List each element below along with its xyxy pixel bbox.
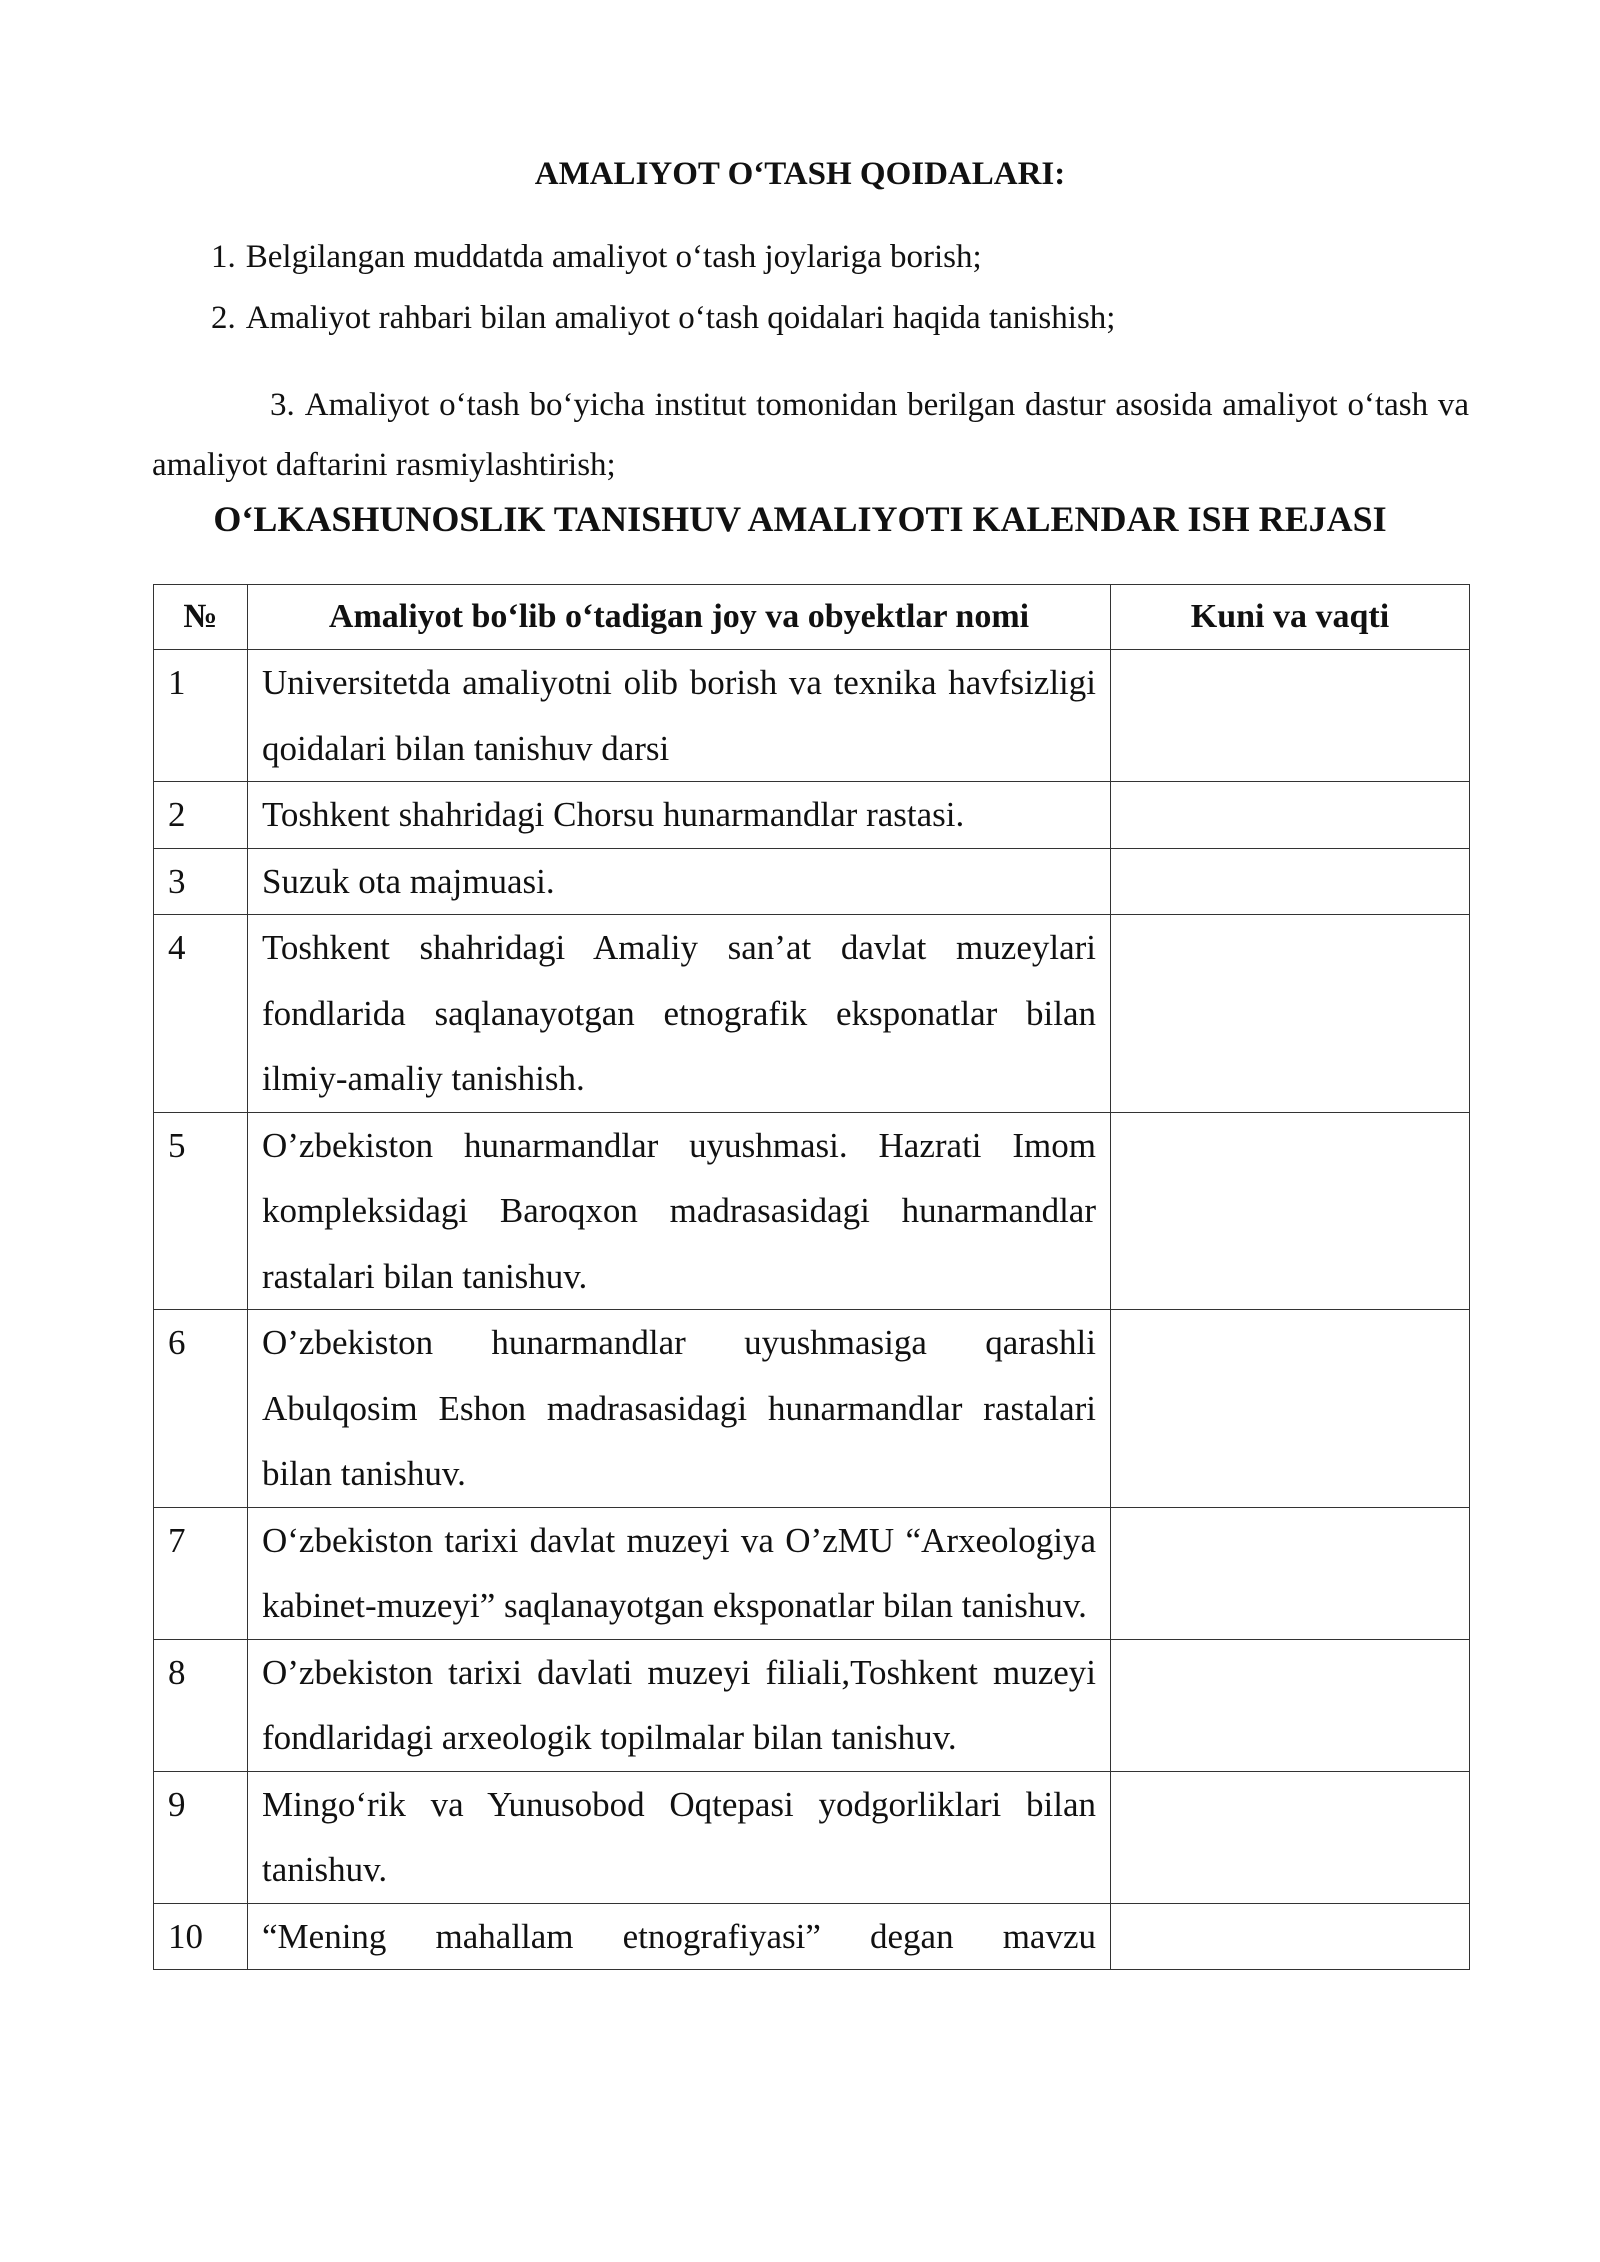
table-row bbox=[154, 915, 1470, 1113]
row-date bbox=[1111, 915, 1470, 1113]
calendar-plan-table bbox=[153, 584, 1470, 1970]
row-date bbox=[1111, 1639, 1470, 1771]
row-number: 9 bbox=[154, 1771, 248, 1903]
rules-title: AMALIYOT O‘TASH QOIDALARI: bbox=[534, 156, 1066, 192]
table-header-row bbox=[154, 585, 1470, 650]
row-place: O’zbekiston hunarmandlar uyushmasiga qarashli Abulqosim Eshon madrasasidagi hunarmandlar rastalari bilan tanishuv. bbox=[248, 1310, 1111, 1508]
row-place: Mingo‘rik va Yunusobod Oqtepasi yodgorliklari bilan tanishuv. bbox=[248, 1771, 1111, 1903]
table-row bbox=[154, 848, 1470, 915]
rule-item-2 bbox=[211, 296, 1115, 340]
row-date bbox=[1111, 1310, 1470, 1508]
rule-number: 2. bbox=[211, 300, 236, 336]
table-row bbox=[154, 1771, 1470, 1903]
row-place: Suzuk ota majmuasi. bbox=[248, 848, 1111, 915]
table-row bbox=[154, 1639, 1470, 1771]
row-place: Universitetda amaliyotni olib borish va texnika havfsizligi qoidalari bilan tanishuv darsi bbox=[248, 650, 1111, 782]
row-date bbox=[1111, 650, 1470, 782]
row-place: O‘zbekiston tarixi davlat muzeyi va O’zMU “Arxeologiya kabinet-muzeyi” saqlanayotgan eksponatlar bilan tanishuv. bbox=[248, 1507, 1111, 1639]
rule-number: 3. bbox=[270, 387, 295, 423]
table-row bbox=[154, 1903, 1470, 1970]
rule-item-1 bbox=[211, 235, 982, 279]
plan-title: O‘LKASHUNOSLIK TANISHUV AMALIYOTI KALENDAR ISH REJASI bbox=[213, 499, 1387, 539]
table-row bbox=[154, 650, 1470, 782]
rule-number: 1. bbox=[211, 239, 236, 275]
row-number: 1 bbox=[154, 650, 248, 782]
row-date bbox=[1111, 1507, 1470, 1639]
header-date: Kuni va vaqti bbox=[1111, 585, 1470, 650]
row-number: 4 bbox=[154, 915, 248, 1113]
row-number: 10 bbox=[154, 1903, 248, 1970]
row-number: 3 bbox=[154, 848, 248, 915]
row-place: O’zbekiston hunarmandlar uyushmasi. Hazrati Imom kompleksidagi Baroqxon madrasasidagi hunarmandlar rastalari bilan tanishuv. bbox=[248, 1112, 1111, 1310]
table-row bbox=[154, 1507, 1470, 1639]
row-number: 6 bbox=[154, 1310, 248, 1508]
row-number: 5 bbox=[154, 1112, 248, 1310]
header-place: Amaliyot bo‘lib o‘tadigan joy va obyektlar nomi bbox=[248, 585, 1111, 650]
table-row bbox=[154, 1310, 1470, 1508]
row-place: O’zbekiston tarixi davlati muzeyi filiali,Toshkent muzeyi fondlaridagi arxeologik topilmalar bilan tanishuv. bbox=[248, 1639, 1111, 1771]
row-place: “Mening mahallam etnografiyasi” degan mavzu bbox=[248, 1903, 1111, 1970]
row-place: Toshkent shahridagi Amaliy san’at davlat muzeylari fondlarida saqlanayotgan etnografik eksponatlar bilan ilmiy-amaliy tanishish. bbox=[248, 915, 1111, 1113]
row-date bbox=[1111, 1771, 1470, 1903]
row-place: Toshkent shahridagi Chorsu hunarmandlar rastasi. bbox=[248, 782, 1111, 849]
row-number: 8 bbox=[154, 1639, 248, 1771]
table-row bbox=[154, 782, 1470, 849]
row-date bbox=[1111, 848, 1470, 915]
row-date bbox=[1111, 1112, 1470, 1310]
table-row bbox=[154, 1112, 1470, 1310]
row-date bbox=[1111, 1903, 1470, 1970]
row-number: 7 bbox=[154, 1507, 248, 1639]
row-date bbox=[1111, 782, 1470, 849]
rule-text: Amaliyot o‘tash bo‘yicha institut tomonidan berilgan dastur asosida amaliyot o‘tash va amaliyot daftarini rasmiylashtirish; bbox=[152, 387, 1469, 483]
header-number: № bbox=[154, 585, 248, 650]
row-number: 2 bbox=[154, 782, 248, 849]
rule-text: Amaliyot rahbari bilan amaliyot o‘tash qoidalari haqida tanishish; bbox=[245, 300, 1116, 336]
rule-item-3 bbox=[152, 375, 1469, 495]
rule-text: Belgilangan muddatda amaliyot o‘tash joylariga borish; bbox=[245, 239, 982, 275]
